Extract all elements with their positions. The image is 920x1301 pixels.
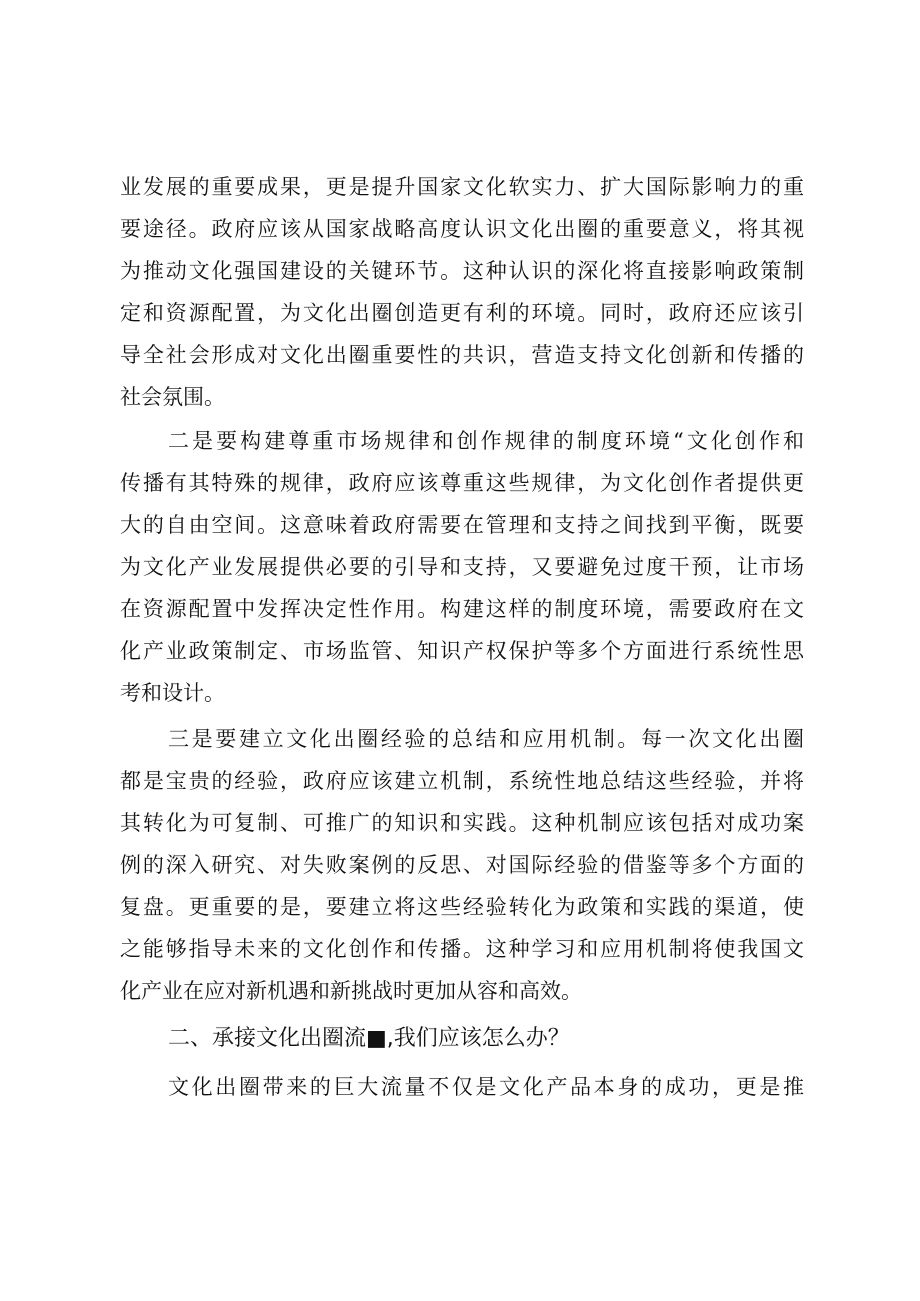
paragraph-line: 复盘。更重要的是，要建立将这些经验转化为政策和实践的渠道，使 — [120, 895, 804, 919]
paragraph-line: 考和设计。 — [120, 681, 225, 705]
paragraph-line: 要途径。政府应该从国家战略高度认识文化出圈的重要意义，将其视 — [120, 217, 804, 241]
paragraph-line: 在资源配置中发挥决定性作用。构建这样的制度环境，需要政府在文 — [120, 597, 804, 621]
section-heading: 二、承接文化出圈流■,我们应该怎么办？ — [168, 1026, 570, 1051]
paragraph-line: 导全社会形成对文化出圈重要性的共识，营造支持文化创新和传播的 — [120, 343, 804, 367]
paragraph-line: 化产业在应对新机遇和新挑战时更加从容和高效。 — [120, 979, 582, 1003]
paragraph-line: 文化出圈带来的巨大流量不仅是文化产品本身的成功，更是推 — [168, 1075, 804, 1099]
paragraph-line: 传播有其特殊的规律，政府应该尊重这些规律，为文化创作者提供更 — [120, 471, 804, 495]
paragraph-line: 社会氛围。 — [120, 385, 225, 409]
paragraph-line: 二是要构建尊重市场规律和创作规律的制度环境“文化创作和 — [168, 429, 804, 453]
paragraph-line: 定和资源配置，为文化出圈创造更有利的环境。同时，政府还应该引 — [120, 301, 804, 325]
paragraph-line: 大的自由空间。这意味着政府需要在管理和支持之间找到平衡，既要 — [120, 513, 804, 537]
paragraph-line: 其转化为可复制、可推广的知识和实践。这种机制应该包括对成功案 — [120, 811, 804, 835]
paragraph-line: 业发展的重要成果，更是提升国家文化软实力、扩大国际影响力的重 — [120, 175, 804, 199]
paragraph-line: 三是要建立文化出圈经验的总结和应用机制。每一次文化出圈 — [168, 727, 804, 751]
paragraph-line: 为推动文化强国建设的关键环节。这种认识的深化将直接影响政策制 — [120, 259, 804, 283]
paragraph-line: 为文化产业发展提供必要的引导和支持，又要避免过度干预，让市场 — [120, 555, 804, 579]
paragraph-line: 之能够指导未来的文化创作和传播。这种学习和应用机制将使我国文 — [120, 937, 804, 961]
paragraph-line: 都是宝贵的经验，政府应该建立机制，系统性地总结这些经验，并将 — [120, 769, 804, 793]
paragraph-line: 例的深入研究、对失败案例的反思、对国际经验的借鉴等多个方面的 — [120, 853, 804, 877]
paragraph-line: 化产业政策制定、市场监管、知识产权保护等多个方面进行系统性思 — [120, 639, 804, 663]
